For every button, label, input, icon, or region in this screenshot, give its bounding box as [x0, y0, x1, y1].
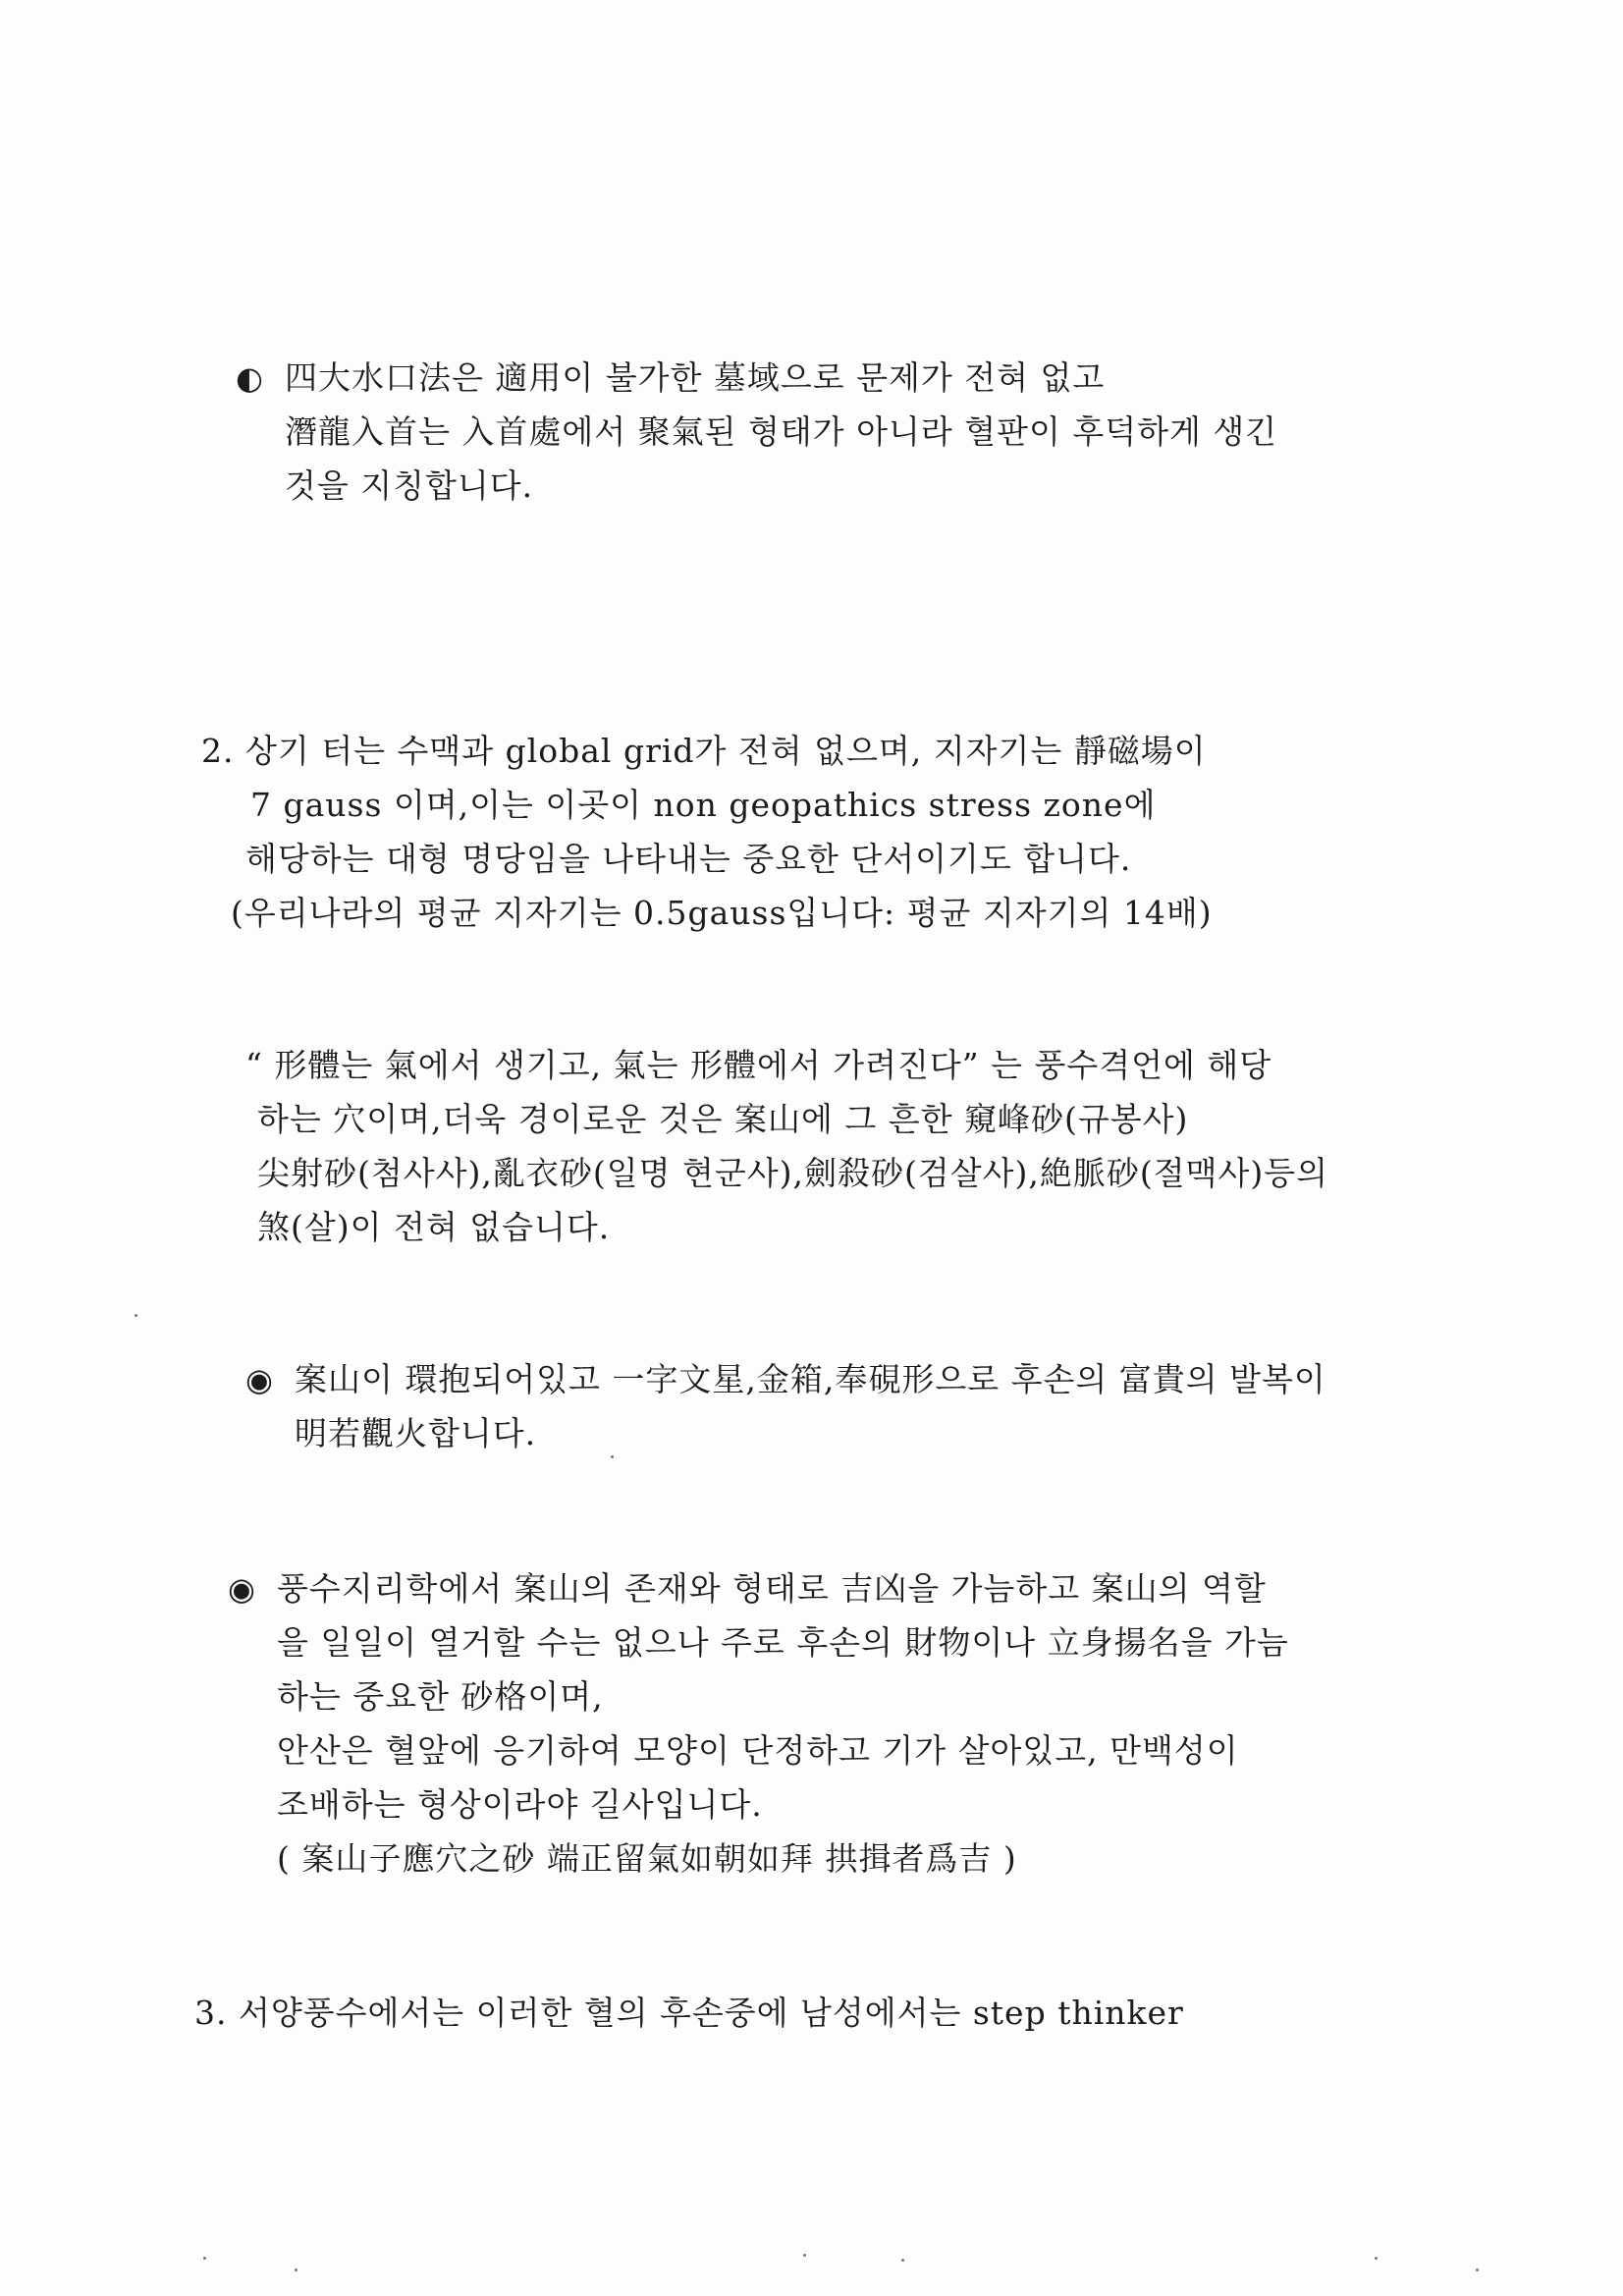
bullet-3-line-4: 안산은 혈앞에 응기하여 모양이 단정하고 기가 살아있고, 만백성이 [277, 1731, 1239, 1770]
bullseye-bullet-icon: ◉ [245, 1361, 273, 1398]
section-2-line-2: 7 gauss 이며,이는 이곳이 non geopathics stress zone에 [250, 786, 1157, 824]
scan-speck [611, 1455, 614, 1458]
section-1-line-2: 潛龍入首는 入首處에서 聚氣된 형태가 아니라 혈판이 후덕하게 생긴 [285, 412, 1278, 451]
proverb-line-4: 煞(살)이 전혀 없습니다. [257, 1208, 611, 1246]
bullet-3-line-3: 하는 중요한 砂格이며, [277, 1677, 604, 1716]
scan-speck [203, 2257, 206, 2260]
section-2-line-3: 해당하는 대형 명당임을 나타내는 중요한 단서이기도 합니다. [245, 840, 1132, 878]
proverb-line-3: 尖射砂(첨사사),亂衣砂(일명 현군사),劍殺砂(검살사),絶脈砂(절맥사)등의 [257, 1154, 1329, 1192]
bullet-2-line-2: 明若觀火합니다. [295, 1414, 537, 1452]
scan-speck [135, 1314, 137, 1317]
bullet-3-line-6: ( 案山子應穴之砂 端正留氣如朝如拜 拱揖者爲吉 ) [277, 1839, 1017, 1878]
bullet-3-line-2: 을 일일이 열거할 수는 없으나 주로 후손의 財物이나 立身揚名을 가늠 [277, 1623, 1289, 1662]
bullet-2-line-1: 案山이 環抱되어있고 一字文星,金箱,奉硯形으로 후손의 富貴의 발복이 [295, 1360, 1326, 1398]
section-2-line-1: 2. 상기 터는 수맥과 global grid가 전혀 없으며, 지자기는 靜磁場이 [201, 732, 1207, 770]
section-1-line-1: 四大水口法은 適用이 불가한 墓域으로 문제가 전혀 없고 [285, 358, 1106, 397]
scan-speck [803, 2254, 806, 2257]
bullseye-bullet-icon: ◉ [228, 1570, 255, 1608]
scan-speck [295, 2269, 298, 2271]
proverb-line-2: 하는 穴이며,더욱 경이로운 것은 案山에 그 흔한 窺峰砂(규봉사) [257, 1100, 1189, 1138]
scan-speck [901, 2259, 904, 2262]
proverb-line-1: “ 形體는 氣에서 생기고, 氣는 形體에서 가려진다” 는 풍수격언에 해당 [245, 1046, 1272, 1084]
scan-speck [1375, 2257, 1378, 2260]
section-3-line-1: 3. 서양풍수에서는 이러한 혈의 후손중에 남성에서는 step thinker [194, 1994, 1184, 2032]
bullet-3-line-5: 조배하는 형상이라야 길사입니다. [277, 1785, 763, 1824]
scan-speck [1476, 2269, 1479, 2271]
bullet-3-line-1: 풍수지리학에서 案山의 존재와 형태로 吉凶을 가늠하고 案山의 역할 [277, 1569, 1267, 1608]
section-1-line-3: 것을 지칭합니다. [285, 466, 534, 505]
section-2-line-4: (우리나라의 평균 지자기는 0.5gauss입니다: 평균 지자기의 14배) [231, 894, 1213, 932]
half-circle-bullet-icon: ◐ [236, 359, 263, 397]
